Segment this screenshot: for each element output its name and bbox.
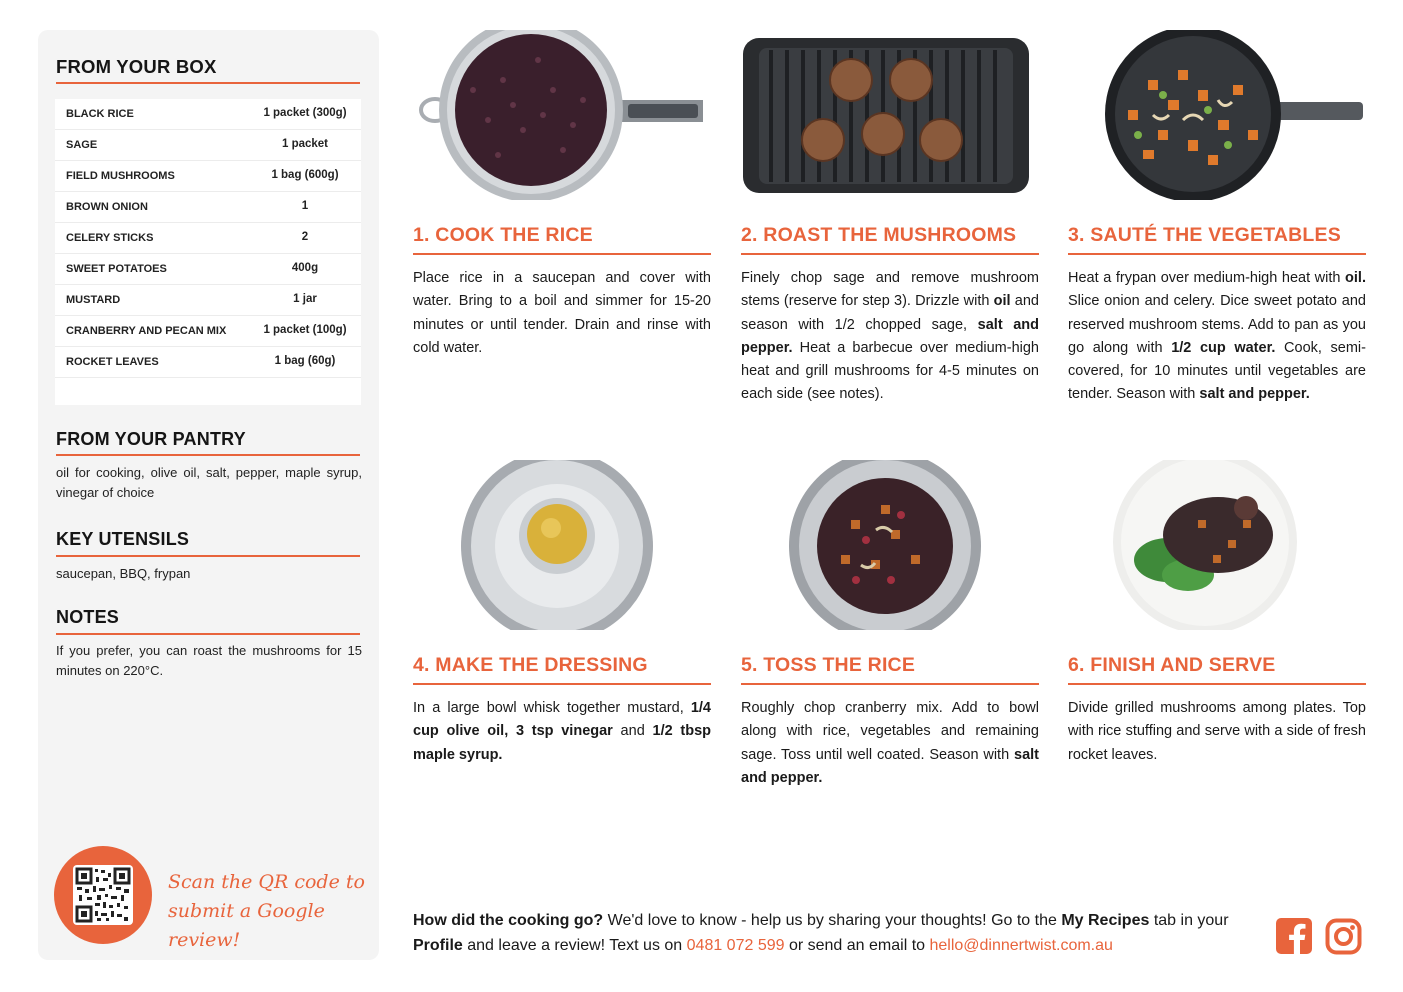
ingredient-qty: 400g — [291, 262, 319, 274]
ingredients-sidebar — [38, 30, 379, 960]
step-3-text — [1068, 267, 1366, 407]
ingredient-row — [55, 130, 361, 161]
ingredient-name: SAGE — [66, 139, 98, 151]
notes-rule — [56, 633, 360, 635]
step-2-title: 2. ROAST THE MUSHROOMS — [741, 224, 1017, 246]
step-3-rule — [1068, 253, 1366, 255]
ingredient-name: MUSTARD — [66, 294, 121, 306]
from-your-box-rule — [56, 82, 360, 84]
step-5-rule — [741, 683, 1039, 685]
step-text-bold: 1/2 tbsp maple syrup. — [413, 723, 711, 763]
step-text-segment: Cook, semi-covered, for 10 minutes until vegetables are tender. Season with — [1068, 339, 1366, 403]
review-footer-text — [413, 908, 1263, 958]
ingredient-qty: 1 packet — [281, 138, 329, 150]
step-text-segment: Finely chop sage and remove mushroom stems (reserve for step 3). Drizzle with — [741, 270, 1039, 310]
step-text-segment: Place rice in a saucepan and cover with water. Bring to a boil and simmer for 15-20 minutes or until tender. Drain and rinse with cold water. — [413, 270, 711, 356]
footer-text-segment: Profile — [413, 937, 463, 954]
step-2-rule — [741, 253, 1039, 255]
email-link[interactable]: hello@dinnertwist.com.au — [929, 937, 1113, 954]
from-your-pantry-heading: FROM YOUR PANTRY — [56, 429, 246, 449]
step-6-text — [1068, 697, 1366, 767]
footer-text-segment: My Recipes — [1061, 912, 1150, 929]
footer-text-segment: How did the cooking go? — [413, 912, 604, 929]
ingredient-qty: 2 — [301, 231, 309, 243]
step-text-segment: Roughly chop cranberry mix. Add to bowl along with rice, vegetables and remaining sage. Toss until well coated. Season with — [741, 700, 1039, 763]
step-1-rule — [413, 253, 711, 255]
step-text-bold: 1/2 cup water. — [1171, 339, 1276, 356]
facebook-icon[interactable] — [1276, 918, 1312, 954]
instagram-icon[interactable] — [1325, 918, 1362, 955]
bowl-mustard-dressing-photo — [413, 460, 711, 630]
bowl-rice-mix-photo — [741, 460, 1039, 630]
grill-mushrooms-photo — [741, 30, 1039, 200]
ingredient-qty: 1 — [301, 200, 309, 212]
step-6-rule — [1068, 683, 1366, 685]
from-your-box-heading: FROM YOUR BOX — [56, 56, 217, 77]
ingredient-name: FIELD MUSHROOMS — [66, 170, 175, 182]
notes-text: If you prefer, you can roast the mushrooms for 15 minutes on 220°C. — [56, 643, 362, 678]
footer-text-segment: and leave a review! Text us on — [462, 937, 687, 954]
ingredient-row — [55, 223, 361, 254]
step-text-segment: Divide grilled mushrooms among plates. Top with rice stuffing and serve with a side of fresh rocket leaves. — [1068, 700, 1366, 763]
utensils-rule — [56, 555, 360, 557]
step-1-title: 1. COOK THE RICE — [413, 224, 593, 246]
utensils-text: saucepan, BBQ, frypan — [56, 566, 191, 581]
ingredient-row — [55, 99, 361, 130]
step-4-rule — [413, 683, 711, 685]
ingredient-table — [55, 99, 361, 405]
step-1-text — [413, 267, 711, 360]
ingredient-name: SWEET POTATOES — [66, 263, 167, 275]
step-text-bold: 1/4 cup olive oil, 3 tsp vinegar — [413, 700, 711, 740]
step-text-segment: and — [612, 723, 653, 740]
step-text-segment: Heat a frypan over medium-high heat with — [1068, 270, 1346, 286]
step-text-segment: In a large bowl whisk together mustard, — [413, 700, 691, 716]
ingredient-name: CELERY STICKS — [66, 232, 154, 244]
ingredient-qty: 1 bag (60g) — [274, 355, 336, 367]
qr-code-icon — [73, 865, 133, 925]
frypan-vegetables-photo — [1068, 30, 1366, 200]
ingredient-row — [55, 254, 361, 285]
qr-code[interactable] — [73, 865, 133, 925]
qr-badge — [54, 846, 152, 944]
pantry-text: oil for cooking, olive oil, salt, pepper, maple syrup, vinegar of choice — [56, 465, 362, 500]
plated-stuffed-mushroom-photo — [1068, 460, 1366, 630]
footer-text-segment: or send an email to — [784, 937, 930, 954]
step-4-title: 4. MAKE THE DRESSING — [413, 654, 648, 676]
step-4-text — [413, 697, 711, 767]
step-text-bold: salt and pepper. — [1199, 386, 1310, 403]
step-5-title: 5. TOSS THE RICE — [741, 654, 916, 676]
ingredient-name: BLACK RICE — [66, 108, 134, 120]
ingredient-name: ROCKET LEAVES — [66, 356, 159, 368]
footer-text-segment: We'd love to know - help us by sharing your thoughts! Go to the — [603, 912, 1062, 929]
ingredient-qty: 1 packet (100g) — [263, 324, 347, 336]
ingredient-name: BROWN ONION — [66, 201, 148, 213]
ingredient-qty: 1 packet (300g) — [263, 107, 347, 119]
step-text-segment: Slice onion and celery. Dice sweet potato and reserved mushroom stems. Add to pan as you go along with — [1068, 293, 1366, 356]
step-text-bold: salt and pepper. — [741, 746, 1039, 786]
ingredient-qty: 1 bag (600g) — [271, 169, 339, 181]
step-text-bold: salt and pepper. — [741, 316, 1040, 356]
step-text-bold: oil — [993, 293, 1011, 310]
key-utensils-heading: KEY UTENSILS — [56, 529, 190, 549]
phone-link[interactable]: 0481 072 599 — [686, 937, 785, 954]
step-text-bold: oil. — [1345, 270, 1366, 286]
step-text-segment: and season with 1/2 chopped sage, — [741, 293, 1039, 333]
step-3-title: 3. SAUTÉ THE VEGETABLES — [1068, 224, 1341, 246]
ingredient-row — [55, 192, 361, 223]
qr-review-prompt: Scan the QR code to submit a Google review! — [168, 871, 365, 951]
footer-text-segment: tab in your — [1149, 912, 1229, 929]
ingredient-qty: 1 jar — [293, 293, 317, 305]
ingredient-row — [55, 316, 361, 347]
ingredient-row — [55, 285, 361, 316]
notes-heading: NOTES — [56, 607, 120, 627]
saucepan-black-rice-photo — [413, 30, 711, 200]
step-5-text — [741, 697, 1039, 790]
step-2-text — [741, 267, 1039, 407]
ingredient-name: CRANBERRY AND PECAN MIX — [66, 325, 227, 337]
pantry-rule — [56, 454, 360, 456]
step-text-segment: Heat a barbecue over medium-high heat and grill mushrooms for 4-5 minutes on each side (see notes). — [741, 339, 1039, 403]
step-6-title: 6. FINISH AND SERVE — [1068, 654, 1276, 676]
ingredient-row — [55, 161, 361, 192]
ingredient-row — [55, 347, 361, 378]
